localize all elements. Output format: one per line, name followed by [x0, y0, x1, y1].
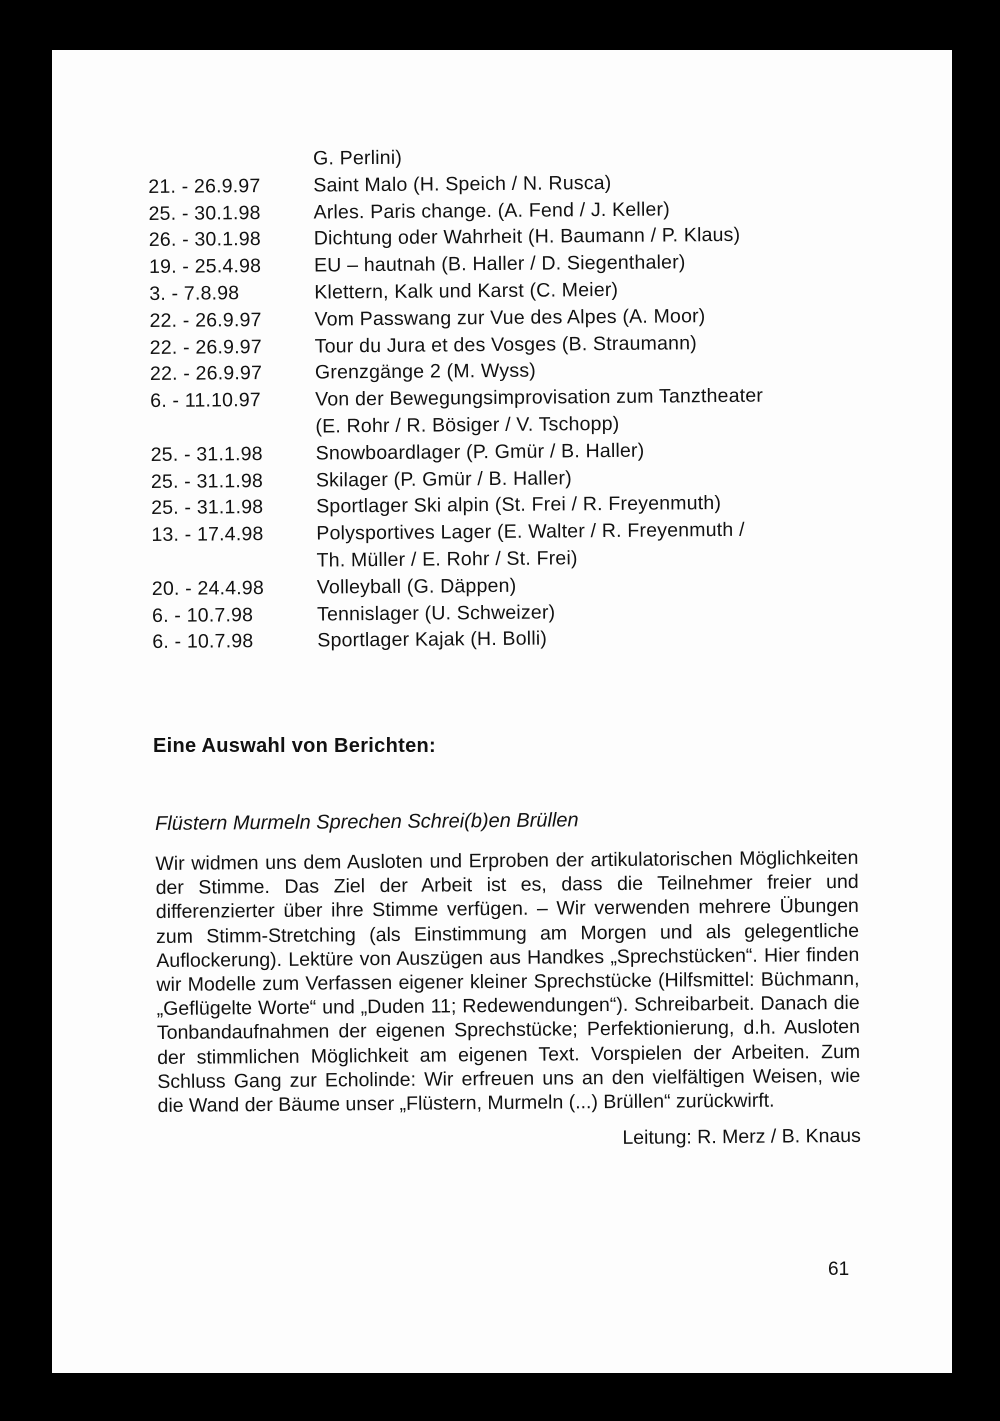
schedule-title: Sportlager Kajak (H. Bolli): [317, 627, 548, 652]
schedule-date: [152, 547, 317, 575]
schedule-title: Von der Bewegungsimprovisation zum Tanztheater: [315, 384, 764, 411]
report-lead: Leitung: R. Merz / B. Knaus: [622, 1125, 861, 1150]
schedule-date: 6. - 10.7.98: [152, 630, 254, 654]
schedule-title: Tour du Jura et des Vosges (B. Straumann): [314, 331, 697, 358]
report-body: Wir widmen uns dem Ausloten und Erproben der artikulatorischen Möglichkeiten der Stimme. Das Ziel der Arbeit ist es, dass die Teilnehmer freier und differenzierter über ihre Stimme verfügen. – Wir verwenden mehrere Übungen zum Stimm-Stretching (als Einstimmung am Morgen und als gelegentliche Auflockerung). Lektüre von Auszügen aus Handkes „Sprechstücken“. Hier finden wir Modelle zum Verfassen eigener kleiner Sprechstücke (Hilfsmittel: Büchmann, „Geflügelte Worte“ und „Duden 11; Redewendungen“). Schreibarbeit. Danach die Tonbandaufnahmen der eigenen Sprechstücke; Perfektionierung, d.h. Ausloten der stimmlichen Möglichkeit am eigenen Text. Vorspielen der Arbeiten. Zum Schluss Gang zur Echolinde: Wir erfreuen uns an den vielfältigen Weisen, wie die Wand der Bäume unser „Flüstern, Murmeln (...) Brüllen“ zurückwirft.: [155, 846, 861, 1118]
schedule-date: 22. - 26.9.97: [149, 335, 262, 359]
schedule-date: 6. - 11.10.97: [150, 389, 261, 413]
schedule-date: [150, 414, 315, 442]
schedule-date: 19. - 25.4.98: [148, 255, 262, 279]
schedule-date: 13. - 17.4.98: [151, 523, 264, 547]
schedule-title: Vom Passwang zur Vue des Alpes (A. Moor): [314, 304, 706, 331]
schedule-row: [152, 623, 852, 656]
schedule-title: EU – hautnah (B. Haller / D. Siegenthaler): [313, 251, 686, 277]
schedule-title: Sportlager Ski alpin (St. Frei / R. Freyenmuth): [316, 492, 722, 518]
schedule-title: Klettern, Kalk und Karst (C. Meier): [314, 278, 619, 304]
schedule-date: 25. - 31.1.98: [150, 442, 263, 466]
schedule-title: (E. Rohr / R. Bösiger / V. Tschopp): [315, 412, 620, 438]
report-title: Flüstern Murmeln Sprechen Schrei(b)en Brüllen: [155, 809, 579, 835]
schedule-title: Tennislager (U. Schweizer): [316, 601, 556, 626]
schedule-date: 22. - 26.9.97: [149, 362, 263, 386]
schedule-date: 22. - 26.9.97: [149, 308, 262, 332]
schedule-date: 25. - 31.1.98: [151, 496, 264, 520]
schedule-title: Volleyball (G. Däppen): [316, 574, 517, 599]
schedule-title: Dichtung oder Wahrheit (H. Baumann / P. Klaus): [313, 224, 741, 250]
schedule-title: Polysportives Lager (E. Walter / R. Freyenmuth /: [316, 518, 745, 545]
schedule-title: Grenzgänge 2 (M. Wyss): [314, 359, 537, 384]
schedule-title: Th. Müller / E. Rohr / St. Frei): [316, 547, 578, 572]
section-heading: Eine Auswahl von Berichten:: [153, 735, 436, 757]
schedule-date: 25. - 30.1.98: [148, 201, 261, 225]
course-schedule: [148, 141, 852, 656]
schedule-date: 26. - 30.1.98: [148, 228, 262, 252]
schedule-title: Skilager (P. Gmür / B. Haller): [315, 466, 572, 492]
schedule-title: Snowboardlager (P. Gmür / B. Haller): [315, 439, 645, 465]
schedule-date: [148, 146, 313, 174]
document-page: [52, 50, 952, 1373]
schedule-date: 20. - 24.4.98: [151, 576, 265, 600]
page-number: 61: [828, 1259, 850, 1280]
schedule-title: Arles. Paris change. (A. Fend / J. Keller): [313, 198, 670, 224]
schedule-title: G. Perlini): [313, 146, 403, 170]
schedule-date: 6. - 10.7.98: [151, 603, 254, 627]
schedule-date: 3. - 7.8.98: [149, 282, 240, 305]
schedule-date: 21. - 26.9.97: [148, 174, 261, 198]
schedule-title: Saint Malo (H. Speich / N. Rusca): [313, 171, 612, 197]
schedule-date: 25. - 31.1.98: [150, 469, 264, 493]
report: [155, 806, 861, 1154]
